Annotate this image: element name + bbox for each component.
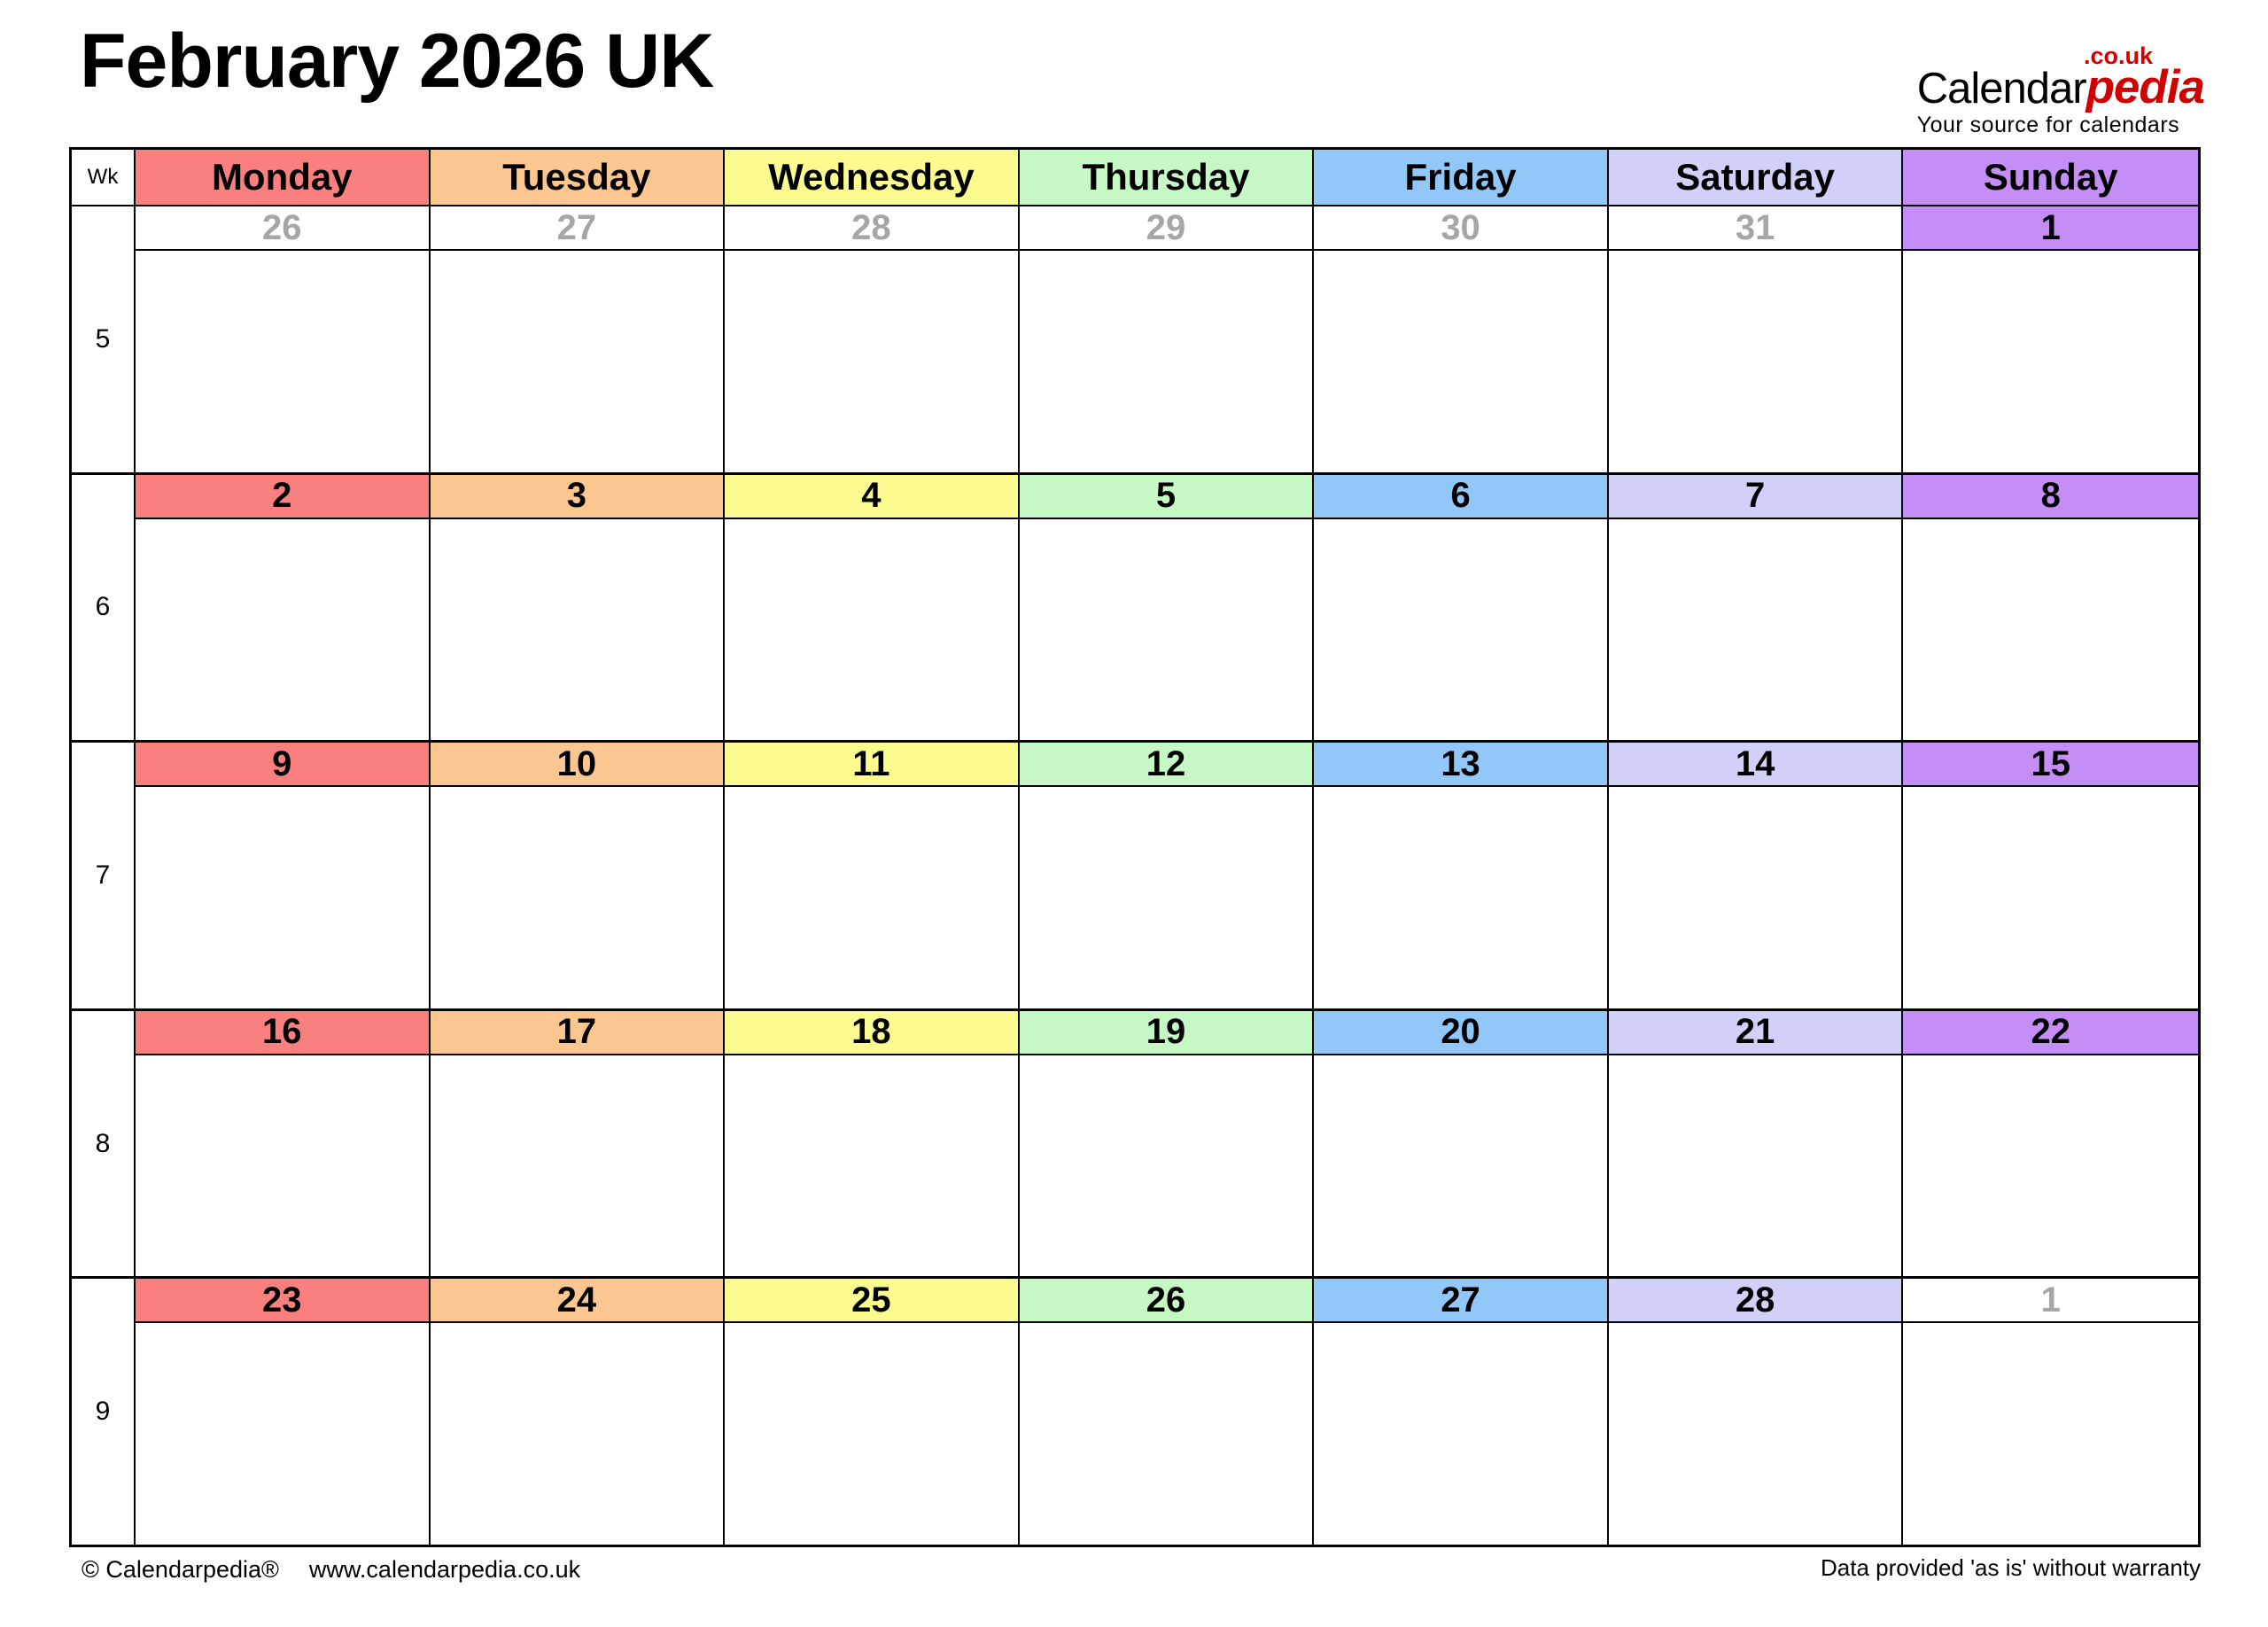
date-label: 13	[1314, 743, 1607, 787]
day-cell	[1609, 475, 1904, 741]
date-label: 11	[725, 743, 1018, 787]
day-cell	[1903, 743, 2198, 1008]
date-label: 17	[431, 1011, 724, 1055]
notes-area	[136, 1055, 429, 1277]
day-cell	[1609, 743, 1904, 1008]
date-label: 30	[1314, 206, 1607, 251]
notes-area	[725, 1323, 1018, 1545]
date-label: 7	[1609, 475, 1902, 519]
day-cell	[725, 743, 1020, 1008]
day-cell	[431, 1011, 726, 1277]
date-label: 25	[725, 1279, 1018, 1323]
day-cell	[431, 1279, 726, 1545]
week-row	[72, 1011, 2198, 1280]
notes-area	[136, 1323, 429, 1545]
date-label: 10	[431, 743, 724, 787]
day-header-wednesday: Wednesday	[725, 150, 1020, 205]
day-cell	[1314, 1279, 1609, 1545]
date-label: 14	[1609, 743, 1902, 787]
day-cell	[431, 475, 726, 741]
day-header-thursday: Thursday	[1020, 150, 1315, 205]
day-cell	[136, 1279, 431, 1545]
date-label: 22	[1903, 1011, 2198, 1055]
day-cell	[1020, 1011, 1315, 1277]
date-label: 2	[136, 475, 429, 519]
week-row	[72, 475, 2198, 743]
notes-area	[1609, 1055, 1902, 1277]
notes-area	[1609, 251, 1902, 472]
notes-area	[1903, 1055, 2198, 1277]
notes-area	[1903, 519, 2198, 741]
day-cell	[431, 206, 726, 472]
day-cell	[725, 1279, 1020, 1545]
date-label: 24	[431, 1279, 724, 1323]
notes-area	[1314, 1323, 1607, 1545]
week-number-cell: 9	[72, 1279, 136, 1545]
date-label: 29	[1020, 206, 1313, 251]
calendarpedia-logo[interactable]	[1917, 44, 2204, 136]
day-cell	[1314, 1011, 1609, 1277]
date-label: 9	[136, 743, 429, 787]
notes-area	[431, 251, 724, 472]
day-header-saturday: Saturday	[1609, 150, 1904, 205]
date-label: 27	[1314, 1279, 1607, 1323]
notes-area	[1903, 251, 2198, 472]
weekday-header-row	[72, 150, 2198, 206]
day-cell	[725, 475, 1020, 741]
notes-area	[1903, 1323, 2198, 1545]
logo-tagline: Your source for calendars	[1916, 113, 2180, 137]
day-cell	[136, 743, 431, 1008]
date-label: 18	[725, 1011, 1018, 1055]
week-number-cell: 6	[72, 475, 136, 741]
logo-brand-black: Calendar	[1916, 65, 2086, 113]
date-label: 20	[1314, 1011, 1607, 1055]
day-cell	[1020, 743, 1315, 1008]
logo-brand-red: pedia	[2085, 61, 2204, 113]
notes-area	[1609, 519, 1902, 741]
day-cell	[1903, 1279, 2198, 1545]
date-label: 15	[1903, 743, 2198, 787]
week-row	[72, 206, 2198, 475]
notes-area	[136, 787, 429, 1008]
date-label: 21	[1609, 1011, 1902, 1055]
notes-area	[1903, 787, 2198, 1008]
notes-area	[1020, 1055, 1313, 1277]
notes-area	[431, 1055, 724, 1277]
week-number-cell: 8	[72, 1011, 136, 1277]
day-cell	[1903, 475, 2198, 741]
day-cell	[136, 206, 431, 472]
date-label: 16	[136, 1011, 429, 1055]
day-cell	[1020, 1279, 1315, 1545]
notes-area	[1314, 1055, 1607, 1277]
notes-area	[1314, 251, 1607, 472]
footer-disclaimer: Data provided 'as is' without warranty	[1820, 1554, 2201, 1581]
date-label: 23	[136, 1279, 429, 1323]
notes-area	[136, 519, 429, 741]
day-cell	[725, 206, 1020, 472]
date-label: 4	[725, 475, 1018, 519]
date-label: 27	[431, 206, 724, 251]
notes-area	[1314, 519, 1607, 741]
day-cell	[1903, 1011, 2198, 1277]
notes-area	[431, 787, 724, 1008]
day-cell	[1609, 1011, 1904, 1277]
day-cell	[1314, 206, 1609, 472]
notes-area	[1609, 787, 1902, 1008]
day-cell	[1020, 475, 1315, 741]
notes-area	[725, 251, 1018, 472]
week-row	[72, 743, 2198, 1011]
day-cell	[136, 475, 431, 741]
copyright-text: © Calendarpedia®	[82, 1556, 279, 1583]
date-label: 26	[1020, 1279, 1313, 1323]
notes-area	[1020, 787, 1313, 1008]
day-cell	[1609, 206, 1904, 472]
day-cell	[1314, 475, 1609, 741]
page-title: February 2026 UK	[80, 19, 714, 104]
notes-area	[431, 519, 724, 741]
day-cell	[1609, 1279, 1904, 1545]
day-header-sunday: Sunday	[1903, 150, 2198, 205]
date-label: 28	[1609, 1279, 1902, 1323]
notes-area	[725, 519, 1018, 741]
day-cell	[1314, 743, 1609, 1008]
date-label: 19	[1020, 1011, 1313, 1055]
notes-area	[1020, 519, 1313, 741]
logo-brand	[1916, 61, 2204, 113]
date-label: 26	[136, 206, 429, 251]
date-label: 31	[1609, 206, 1902, 251]
notes-area	[431, 1323, 724, 1545]
day-cell	[1903, 206, 2198, 472]
notes-area	[1020, 1323, 1313, 1545]
day-cell	[1020, 206, 1315, 472]
date-label: 28	[725, 206, 1018, 251]
day-cell	[431, 743, 726, 1008]
date-label: 1	[1903, 206, 2198, 251]
date-label: 1	[1903, 1279, 2198, 1323]
wk-header-cell: Wk	[72, 150, 136, 205]
day-header-monday: Monday	[136, 150, 431, 205]
footer-left	[82, 1556, 580, 1584]
footer-url[interactable]: www.calendarpedia.co.uk	[308, 1556, 581, 1583]
date-label: 3	[431, 475, 724, 519]
day-cell	[725, 1011, 1020, 1277]
day-header-friday: Friday	[1314, 150, 1609, 205]
weeks	[72, 206, 2198, 1545]
week-row	[72, 1279, 2198, 1545]
date-label: 12	[1020, 743, 1313, 787]
notes-area	[1314, 787, 1607, 1008]
day-cell	[136, 1011, 431, 1277]
notes-area	[136, 251, 429, 472]
calendar-grid	[69, 147, 2201, 1547]
week-number-cell: 5	[72, 206, 136, 472]
notes-area	[725, 787, 1018, 1008]
date-label: 5	[1020, 475, 1313, 519]
notes-area	[1020, 251, 1313, 472]
day-header-tuesday: Tuesday	[431, 150, 726, 205]
date-label: 8	[1903, 475, 2198, 519]
week-number-cell: 7	[72, 743, 136, 1008]
notes-area	[1609, 1323, 1902, 1545]
notes-area	[725, 1055, 1018, 1277]
date-label: 6	[1314, 475, 1607, 519]
logo-tld: .co.uk	[2083, 43, 2153, 69]
